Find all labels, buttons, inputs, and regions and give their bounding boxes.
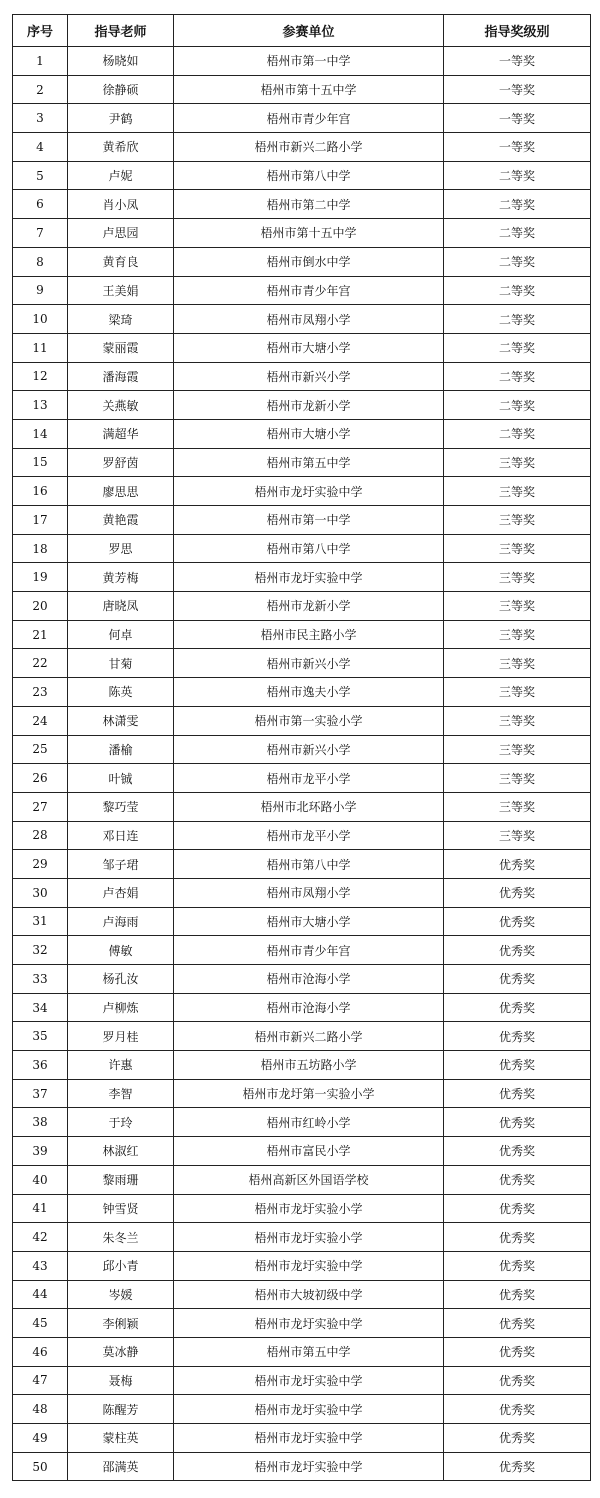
cell-award-level: 二等奖	[444, 247, 591, 276]
cell-teacher: 徐静硕	[68, 75, 174, 104]
cell-unit: 梧州市民主路小学	[174, 620, 444, 649]
cell-unit: 梧州市第十五中学	[174, 219, 444, 248]
cell-index: 21	[13, 620, 68, 649]
cell-teacher: 关燕敏	[68, 391, 174, 420]
cell-unit: 梧州市龙平小学	[174, 764, 444, 793]
table-row	[13, 764, 591, 793]
cell-unit: 梧州市龙新小学	[174, 592, 444, 621]
cell-index: 4	[13, 133, 68, 162]
cell-index: 18	[13, 534, 68, 563]
cell-unit: 梧州市龙圩实验小学	[174, 1223, 444, 1252]
cell-index: 19	[13, 563, 68, 592]
table-row	[13, 362, 591, 391]
cell-teacher: 邱小青	[68, 1251, 174, 1280]
cell-award-level: 三等奖	[444, 706, 591, 735]
cell-unit: 梧州市第五中学	[174, 1337, 444, 1366]
table-row	[13, 448, 591, 477]
cell-award-level: 三等奖	[444, 735, 591, 764]
cell-unit: 梧州市新兴小学	[174, 735, 444, 764]
cell-unit: 梧州市红岭小学	[174, 1108, 444, 1137]
cell-index: 48	[13, 1395, 68, 1424]
table-row	[13, 878, 591, 907]
cell-unit: 梧州市新兴二路小学	[174, 1022, 444, 1051]
cell-award-level: 优秀奖	[444, 993, 591, 1022]
cell-teacher: 卢海雨	[68, 907, 174, 936]
award-list-sheet	[12, 14, 590, 1481]
cell-index: 49	[13, 1424, 68, 1453]
cell-index: 42	[13, 1223, 68, 1252]
cell-index: 27	[13, 792, 68, 821]
cell-unit: 梧州市龙圩实验中学	[174, 477, 444, 506]
cell-teacher: 卢柳炼	[68, 993, 174, 1022]
table-row	[13, 1452, 591, 1481]
cell-index: 8	[13, 247, 68, 276]
cell-index: 25	[13, 735, 68, 764]
cell-index: 34	[13, 993, 68, 1022]
header-index: 序号	[13, 15, 68, 47]
cell-unit: 梧州市青少年宫	[174, 104, 444, 133]
cell-award-level: 三等奖	[444, 506, 591, 535]
table-row	[13, 305, 591, 334]
table-row	[13, 534, 591, 563]
cell-teacher: 黄芳梅	[68, 563, 174, 592]
cell-award-level: 三等奖	[444, 620, 591, 649]
cell-unit: 梧州市大塘小学	[174, 419, 444, 448]
cell-teacher: 罗舒茵	[68, 448, 174, 477]
cell-index: 11	[13, 333, 68, 362]
cell-index: 14	[13, 419, 68, 448]
cell-award-level: 优秀奖	[444, 1223, 591, 1252]
cell-unit: 梧州市五坊路小学	[174, 1051, 444, 1080]
cell-award-level: 优秀奖	[444, 1395, 591, 1424]
cell-teacher: 邓日连	[68, 821, 174, 850]
cell-teacher: 黄艳霞	[68, 506, 174, 535]
table-row	[13, 419, 591, 448]
cell-award-level: 三等奖	[444, 592, 591, 621]
cell-teacher: 于玲	[68, 1108, 174, 1137]
cell-teacher: 聂梅	[68, 1366, 174, 1395]
cell-unit: 梧州市龙平小学	[174, 821, 444, 850]
cell-unit: 梧州市龙圩实验中学	[174, 1424, 444, 1453]
table-row	[13, 850, 591, 879]
cell-unit: 梧州市龙圩实验小学	[174, 1194, 444, 1223]
cell-unit: 梧州市龙圩实验中学	[174, 563, 444, 592]
cell-award-level: 二等奖	[444, 333, 591, 362]
cell-unit: 梧州市凤翔小学	[174, 878, 444, 907]
cell-award-level: 三等奖	[444, 792, 591, 821]
cell-unit: 梧州市第八中学	[174, 534, 444, 563]
cell-teacher: 罗思	[68, 534, 174, 563]
cell-award-level: 三等奖	[444, 448, 591, 477]
cell-teacher: 罗月桂	[68, 1022, 174, 1051]
cell-unit: 梧州市凤翔小学	[174, 305, 444, 334]
cell-teacher: 唐晓凤	[68, 592, 174, 621]
cell-index: 3	[13, 104, 68, 133]
cell-unit: 梧州市龙圩实验中学	[174, 1251, 444, 1280]
table-row	[13, 1108, 591, 1137]
table-row	[13, 1194, 591, 1223]
cell-index: 43	[13, 1251, 68, 1280]
cell-award-level: 二等奖	[444, 305, 591, 334]
cell-unit: 梧州市新兴二路小学	[174, 133, 444, 162]
cell-unit: 梧州市第二中学	[174, 190, 444, 219]
header-unit: 参赛单位	[174, 15, 444, 47]
cell-unit: 梧州市大坡初级中学	[174, 1280, 444, 1309]
cell-index: 35	[13, 1022, 68, 1051]
cell-award-level: 优秀奖	[444, 1022, 591, 1051]
cell-award-level: 三等奖	[444, 563, 591, 592]
cell-teacher: 卢妮	[68, 161, 174, 190]
cell-unit: 梧州市第八中学	[174, 850, 444, 879]
cell-unit: 梧州市新兴小学	[174, 649, 444, 678]
cell-award-level: 优秀奖	[444, 1424, 591, 1453]
table-row	[13, 133, 591, 162]
cell-unit: 梧州市龙圩第一实验小学	[174, 1079, 444, 1108]
cell-unit: 梧州市青少年宫	[174, 936, 444, 965]
table-row	[13, 1022, 591, 1051]
cell-teacher: 钟雪贤	[68, 1194, 174, 1223]
table-row	[13, 907, 591, 936]
cell-index: 16	[13, 477, 68, 506]
cell-unit: 梧州市沧海小学	[174, 965, 444, 994]
cell-index: 22	[13, 649, 68, 678]
cell-teacher: 傅敏	[68, 936, 174, 965]
cell-unit: 梧州市逸夫小学	[174, 678, 444, 707]
cell-index: 12	[13, 362, 68, 391]
cell-teacher: 黎雨珊	[68, 1165, 174, 1194]
cell-unit: 梧州市第八中学	[174, 161, 444, 190]
table-row	[13, 1280, 591, 1309]
table-row	[13, 104, 591, 133]
cell-award-level: 三等奖	[444, 821, 591, 850]
table-row	[13, 678, 591, 707]
award-table	[12, 14, 591, 1481]
cell-teacher: 卢杏娟	[68, 878, 174, 907]
cell-index: 9	[13, 276, 68, 305]
table-body	[13, 47, 591, 1481]
table-row	[13, 1079, 591, 1108]
cell-unit: 梧州市沧海小学	[174, 993, 444, 1022]
table-row	[13, 792, 591, 821]
cell-award-level: 优秀奖	[444, 936, 591, 965]
cell-unit: 梧州市第一中学	[174, 506, 444, 535]
cell-index: 6	[13, 190, 68, 219]
cell-unit: 梧州市龙圩实验中学	[174, 1452, 444, 1481]
cell-index: 23	[13, 678, 68, 707]
cell-award-level: 优秀奖	[444, 1079, 591, 1108]
cell-award-level: 优秀奖	[444, 907, 591, 936]
cell-teacher: 许惠	[68, 1051, 174, 1080]
table-row	[13, 247, 591, 276]
cell-award-level: 三等奖	[444, 649, 591, 678]
cell-award-level: 三等奖	[444, 678, 591, 707]
cell-award-level: 三等奖	[444, 477, 591, 506]
cell-index: 15	[13, 448, 68, 477]
table-row	[13, 649, 591, 678]
cell-teacher: 朱冬兰	[68, 1223, 174, 1252]
cell-unit: 梧州市龙新小学	[174, 391, 444, 420]
table-row	[13, 219, 591, 248]
table-row	[13, 592, 591, 621]
cell-award-level: 二等奖	[444, 190, 591, 219]
table-row	[13, 1251, 591, 1280]
cell-unit: 梧州市第一实验小学	[174, 706, 444, 735]
cell-award-level: 优秀奖	[444, 1309, 591, 1338]
cell-teacher: 潘榆	[68, 735, 174, 764]
cell-teacher: 李俐颖	[68, 1309, 174, 1338]
cell-unit: 梧州市第五中学	[174, 448, 444, 477]
cell-unit: 梧州市第十五中学	[174, 75, 444, 104]
cell-teacher: 肖小凤	[68, 190, 174, 219]
cell-unit: 梧州市北环路小学	[174, 792, 444, 821]
table-row	[13, 735, 591, 764]
cell-index: 30	[13, 878, 68, 907]
cell-index: 1	[13, 47, 68, 76]
cell-teacher: 林潇雯	[68, 706, 174, 735]
cell-index: 37	[13, 1079, 68, 1108]
cell-teacher: 甘菊	[68, 649, 174, 678]
table-row	[13, 161, 591, 190]
cell-index: 31	[13, 907, 68, 936]
header-teacher: 指导老师	[68, 15, 174, 47]
cell-award-level: 优秀奖	[444, 850, 591, 879]
cell-teacher: 满超华	[68, 419, 174, 448]
table-row	[13, 936, 591, 965]
cell-unit: 梧州高新区外国语学校	[174, 1165, 444, 1194]
table-header-row	[13, 15, 591, 47]
table-row	[13, 1337, 591, 1366]
cell-index: 28	[13, 821, 68, 850]
header-award-level: 指导奖级别	[444, 15, 591, 47]
cell-index: 45	[13, 1309, 68, 1338]
table-row	[13, 1165, 591, 1194]
cell-award-level: 优秀奖	[444, 1452, 591, 1481]
table-row	[13, 1051, 591, 1080]
cell-index: 24	[13, 706, 68, 735]
table-row	[13, 563, 591, 592]
table-row	[13, 965, 591, 994]
cell-award-level: 二等奖	[444, 419, 591, 448]
table-row	[13, 190, 591, 219]
cell-index: 32	[13, 936, 68, 965]
cell-teacher: 蒙柱英	[68, 1424, 174, 1453]
cell-award-level: 三等奖	[444, 764, 591, 793]
cell-award-level: 二等奖	[444, 362, 591, 391]
cell-unit: 梧州市龙圩实验中学	[174, 1309, 444, 1338]
cell-index: 26	[13, 764, 68, 793]
cell-index: 29	[13, 850, 68, 879]
table-row	[13, 1366, 591, 1395]
cell-index: 5	[13, 161, 68, 190]
cell-award-level: 优秀奖	[444, 1108, 591, 1137]
cell-award-level: 一等奖	[444, 104, 591, 133]
cell-index: 47	[13, 1366, 68, 1395]
table-row	[13, 821, 591, 850]
cell-award-level: 三等奖	[444, 534, 591, 563]
cell-award-level: 二等奖	[444, 219, 591, 248]
table-row	[13, 506, 591, 535]
cell-teacher: 潘海霞	[68, 362, 174, 391]
cell-index: 20	[13, 592, 68, 621]
cell-teacher: 林淑红	[68, 1137, 174, 1166]
cell-teacher: 廖思思	[68, 477, 174, 506]
cell-award-level: 二等奖	[444, 161, 591, 190]
cell-index: 36	[13, 1051, 68, 1080]
cell-index: 44	[13, 1280, 68, 1309]
cell-award-level: 优秀奖	[444, 1366, 591, 1395]
table-row	[13, 1395, 591, 1424]
cell-award-level: 优秀奖	[444, 1194, 591, 1223]
cell-teacher: 蒙丽霞	[68, 333, 174, 362]
cell-award-level: 优秀奖	[444, 1137, 591, 1166]
cell-unit: 梧州市大塘小学	[174, 333, 444, 362]
cell-award-level: 优秀奖	[444, 1251, 591, 1280]
cell-teacher: 尹鹤	[68, 104, 174, 133]
table-row	[13, 1424, 591, 1453]
cell-index: 46	[13, 1337, 68, 1366]
cell-index: 40	[13, 1165, 68, 1194]
cell-teacher: 黄育良	[68, 247, 174, 276]
cell-index: 39	[13, 1137, 68, 1166]
cell-teacher: 黎巧莹	[68, 792, 174, 821]
cell-unit: 梧州市新兴小学	[174, 362, 444, 391]
table-row	[13, 993, 591, 1022]
cell-unit: 梧州市大塘小学	[174, 907, 444, 936]
cell-unit: 梧州市青少年宫	[174, 276, 444, 305]
cell-index: 10	[13, 305, 68, 334]
cell-teacher: 梁琦	[68, 305, 174, 334]
cell-unit: 梧州市龙圩实验中学	[174, 1395, 444, 1424]
cell-index: 38	[13, 1108, 68, 1137]
cell-award-level: 一等奖	[444, 75, 591, 104]
cell-award-level: 优秀奖	[444, 878, 591, 907]
cell-teacher: 杨晓如	[68, 47, 174, 76]
table-row	[13, 75, 591, 104]
cell-award-level: 优秀奖	[444, 965, 591, 994]
cell-index: 2	[13, 75, 68, 104]
table-row	[13, 1223, 591, 1252]
cell-unit: 梧州市第一中学	[174, 47, 444, 76]
cell-teacher: 叶铖	[68, 764, 174, 793]
cell-award-level: 优秀奖	[444, 1165, 591, 1194]
cell-teacher: 黄希欣	[68, 133, 174, 162]
table-row	[13, 1309, 591, 1338]
cell-index: 33	[13, 965, 68, 994]
cell-award-level: 二等奖	[444, 391, 591, 420]
cell-teacher: 莫冰静	[68, 1337, 174, 1366]
cell-teacher: 邵满英	[68, 1452, 174, 1481]
cell-teacher: 卢思园	[68, 219, 174, 248]
table-row	[13, 620, 591, 649]
cell-teacher: 杨孔汝	[68, 965, 174, 994]
cell-teacher: 李智	[68, 1079, 174, 1108]
cell-award-level: 优秀奖	[444, 1337, 591, 1366]
cell-index: 50	[13, 1452, 68, 1481]
cell-teacher: 岑媛	[68, 1280, 174, 1309]
table-row	[13, 1137, 591, 1166]
cell-teacher: 邹子珺	[68, 850, 174, 879]
table-row	[13, 47, 591, 76]
cell-award-level: 优秀奖	[444, 1051, 591, 1080]
table-row	[13, 276, 591, 305]
cell-unit: 梧州市富民小学	[174, 1137, 444, 1166]
cell-teacher: 陈英	[68, 678, 174, 707]
cell-award-level: 一等奖	[444, 47, 591, 76]
table-row	[13, 706, 591, 735]
cell-index: 41	[13, 1194, 68, 1223]
cell-award-level: 一等奖	[444, 133, 591, 162]
table-row	[13, 391, 591, 420]
cell-unit: 梧州市倒水中学	[174, 247, 444, 276]
cell-index: 7	[13, 219, 68, 248]
cell-index: 17	[13, 506, 68, 535]
cell-teacher: 王美娟	[68, 276, 174, 305]
table-row	[13, 477, 591, 506]
cell-award-level: 优秀奖	[444, 1280, 591, 1309]
table-row	[13, 333, 591, 362]
cell-unit: 梧州市龙圩实验中学	[174, 1366, 444, 1395]
cell-teacher: 陈醒芳	[68, 1395, 174, 1424]
cell-award-level: 二等奖	[444, 276, 591, 305]
cell-index: 13	[13, 391, 68, 420]
cell-teacher: 何卓	[68, 620, 174, 649]
